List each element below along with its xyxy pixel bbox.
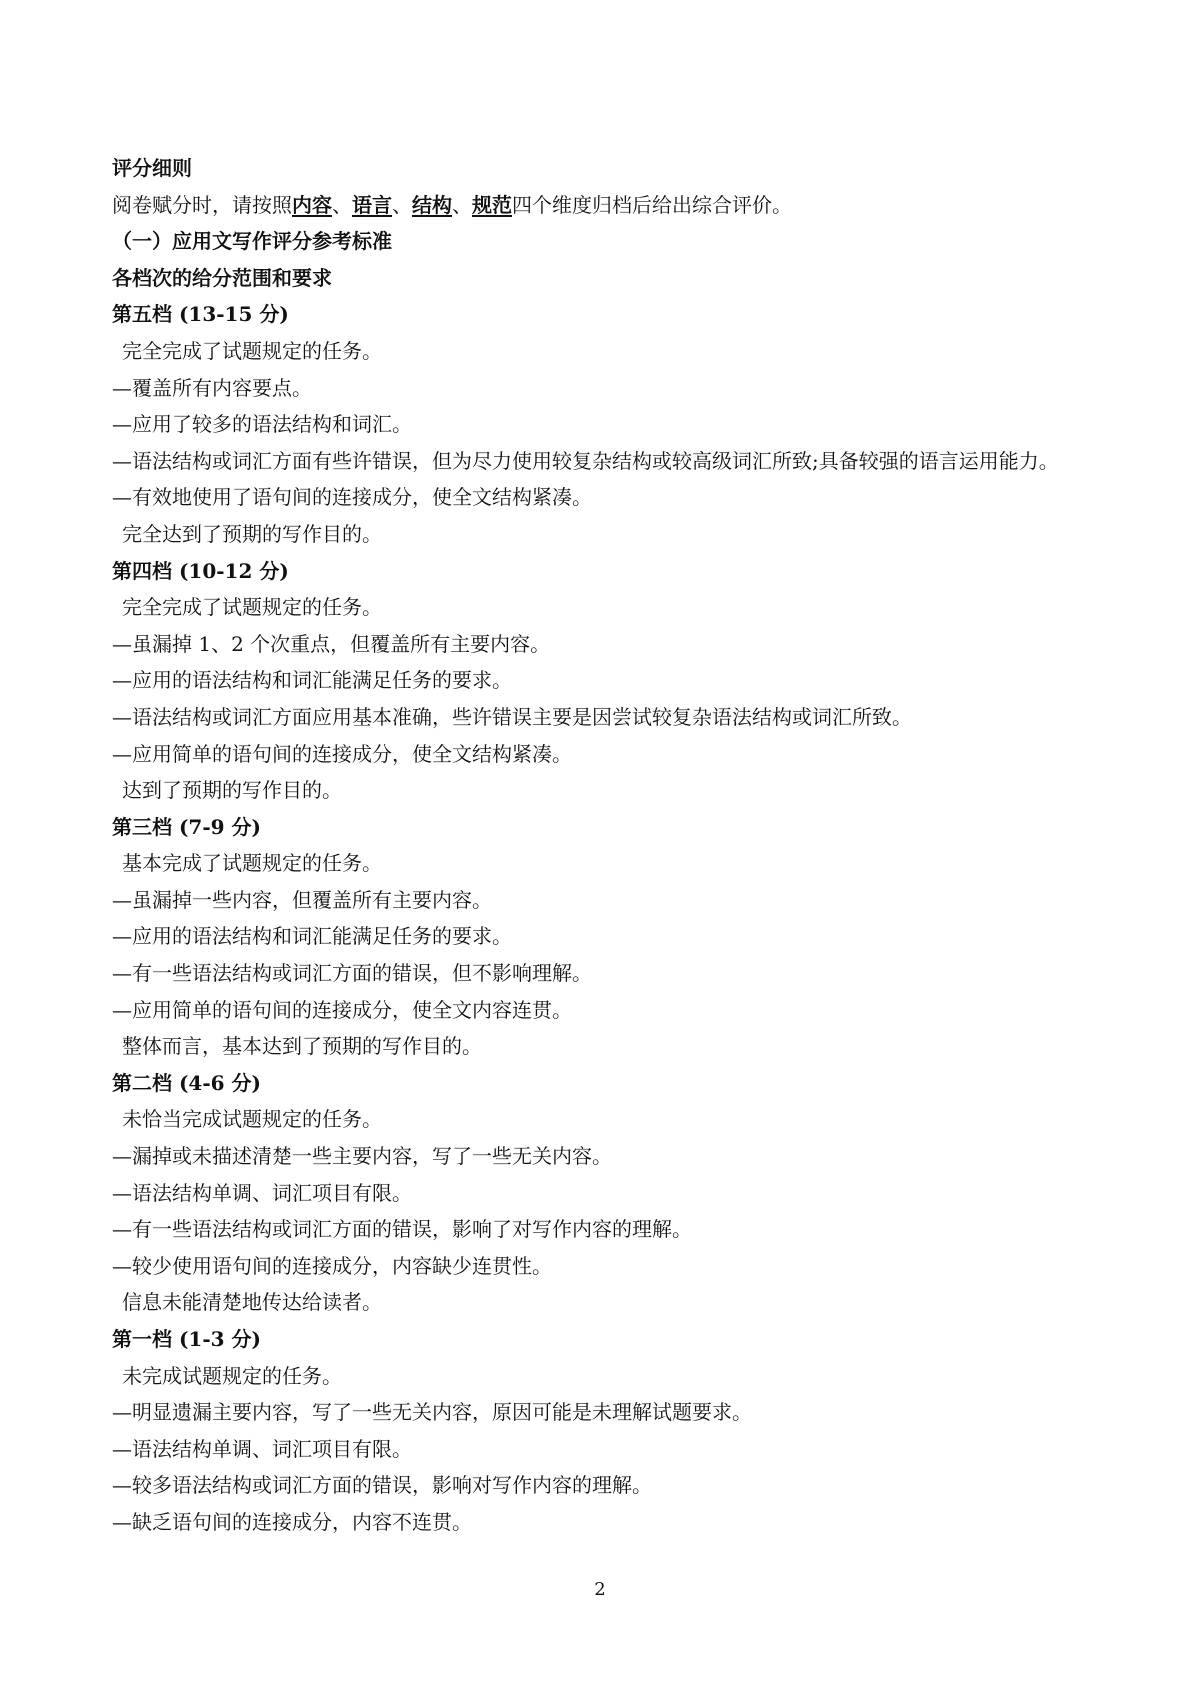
intro-separator: 、 xyxy=(392,192,412,217)
document-body xyxy=(112,150,1112,1541)
level-conclusion: 整体而言，基本达到了预期的写作目的。 xyxy=(122,1034,482,1059)
criterion-item: —应用简单的语句间的连接成分，使全文内容连贯。 xyxy=(112,997,572,1022)
level-heading: 第一档 (1-3 分) xyxy=(112,1327,261,1351)
page-number: 2 xyxy=(594,1579,606,1600)
criterion-item: —虽漏掉 1、2 个次重点，但覆盖所有主要内容。 xyxy=(112,631,551,656)
criterion-item: —语法结构单调、词汇项目有限。 xyxy=(112,1180,412,1205)
level-heading: 第二档 (4-6 分) xyxy=(112,1070,261,1095)
intro-separator: 、 xyxy=(332,192,352,217)
criterion-item: —有一些语法结构或词汇方面的错误，但不影响理解。 xyxy=(112,961,592,986)
level-conclusion: 信息未能清楚地传达给读者。 xyxy=(122,1290,382,1315)
level-heading: 第四档 (10-12 分) xyxy=(112,558,289,583)
level-block xyxy=(112,1321,1112,1541)
level-heading: 第三档 (7-9 分) xyxy=(112,814,261,839)
level-heading: 第五档 (13-15 分) xyxy=(112,302,289,327)
criterion-item: —应用的语法结构和词汇能满足任务的要求。 xyxy=(112,668,512,693)
criterion-item: —较少使用语句间的连接成分，内容缺少连贯性。 xyxy=(112,1253,552,1278)
criterion-item: —覆盖所有内容要点。 xyxy=(112,375,312,400)
criterion-item: —缺乏语句间的连接成分，内容不连贯。 xyxy=(112,1509,472,1534)
criterion-item: —语法结构或词汇方面应用基本准确，些许错误主要是因尝试较复杂语法结构或词汇所致。 xyxy=(112,704,912,729)
page-title: 评分细则 xyxy=(112,156,192,180)
level-summary: 未恰当完成试题规定的任务。 xyxy=(122,1107,382,1132)
section-title: （一）应用文写作评分参考标准 xyxy=(112,229,392,254)
intro-suffix: 四个维度归档后给出综合评价。 xyxy=(512,192,792,217)
level-summary: 未完成试题规定的任务。 xyxy=(122,1363,342,1388)
intro-paragraph xyxy=(112,187,1112,224)
intro-prefix: 阅卷赋分时，请按照 xyxy=(112,192,292,217)
criterion-item: —应用了较多的语法结构和词汇。 xyxy=(112,412,412,437)
subsection-title: 各档次的给分范围和要求 xyxy=(112,265,332,290)
criterion-item: —应用简单的语句间的连接成分，使全文结构紧凑。 xyxy=(112,741,572,766)
criterion-item: —有一些语法结构或词汇方面的错误，影响了对写作内容的理解。 xyxy=(112,1217,692,1242)
criterion-item: —漏掉或未描述清楚一些主要内容，写了一些无关内容。 xyxy=(112,1144,612,1169)
level-summary: 完全完成了试题规定的任务。 xyxy=(122,595,382,620)
dimension-language: 语言 xyxy=(352,192,392,217)
level-summary: 完全完成了试题规定的任务。 xyxy=(122,338,382,363)
dimension-content: 内容 xyxy=(292,192,332,217)
level-block xyxy=(112,809,1112,1065)
dimension-structure: 结构 xyxy=(412,192,452,217)
criterion-item: —较多语法结构或词汇方面的错误，影响对写作内容的理解。 xyxy=(112,1473,652,1498)
criterion-item: —应用的语法结构和词汇能满足任务的要求。 xyxy=(112,924,512,949)
criterion-item: —明显遗漏主要内容，写了一些无关内容，原因可能是未理解试题要求。 xyxy=(112,1400,752,1425)
level-block xyxy=(112,553,1112,809)
criterion-item: —虽漏掉一些内容，但覆盖所有主要内容。 xyxy=(112,887,492,912)
level-block xyxy=(112,296,1112,552)
level-conclusion: 达到了预期的写作目的。 xyxy=(122,778,342,803)
level-summary: 基本完成了试题规定的任务。 xyxy=(122,851,382,876)
criterion-item: —语法结构或词汇方面有些许错误，但为尽力使用较复杂结构或较高级词汇所致;具备较强的语言运用能力。 xyxy=(112,448,1059,473)
level-conclusion: 完全达到了预期的写作目的。 xyxy=(122,521,382,546)
criterion-item: —语法结构单调、词汇项目有限。 xyxy=(112,1436,412,1461)
intro-separator: 、 xyxy=(452,192,472,217)
level-block xyxy=(112,1065,1112,1321)
dimension-norms: 规范 xyxy=(472,192,512,217)
criterion-item: —有效地使用了语句间的连接成分，使全文结构紧凑。 xyxy=(112,485,592,510)
